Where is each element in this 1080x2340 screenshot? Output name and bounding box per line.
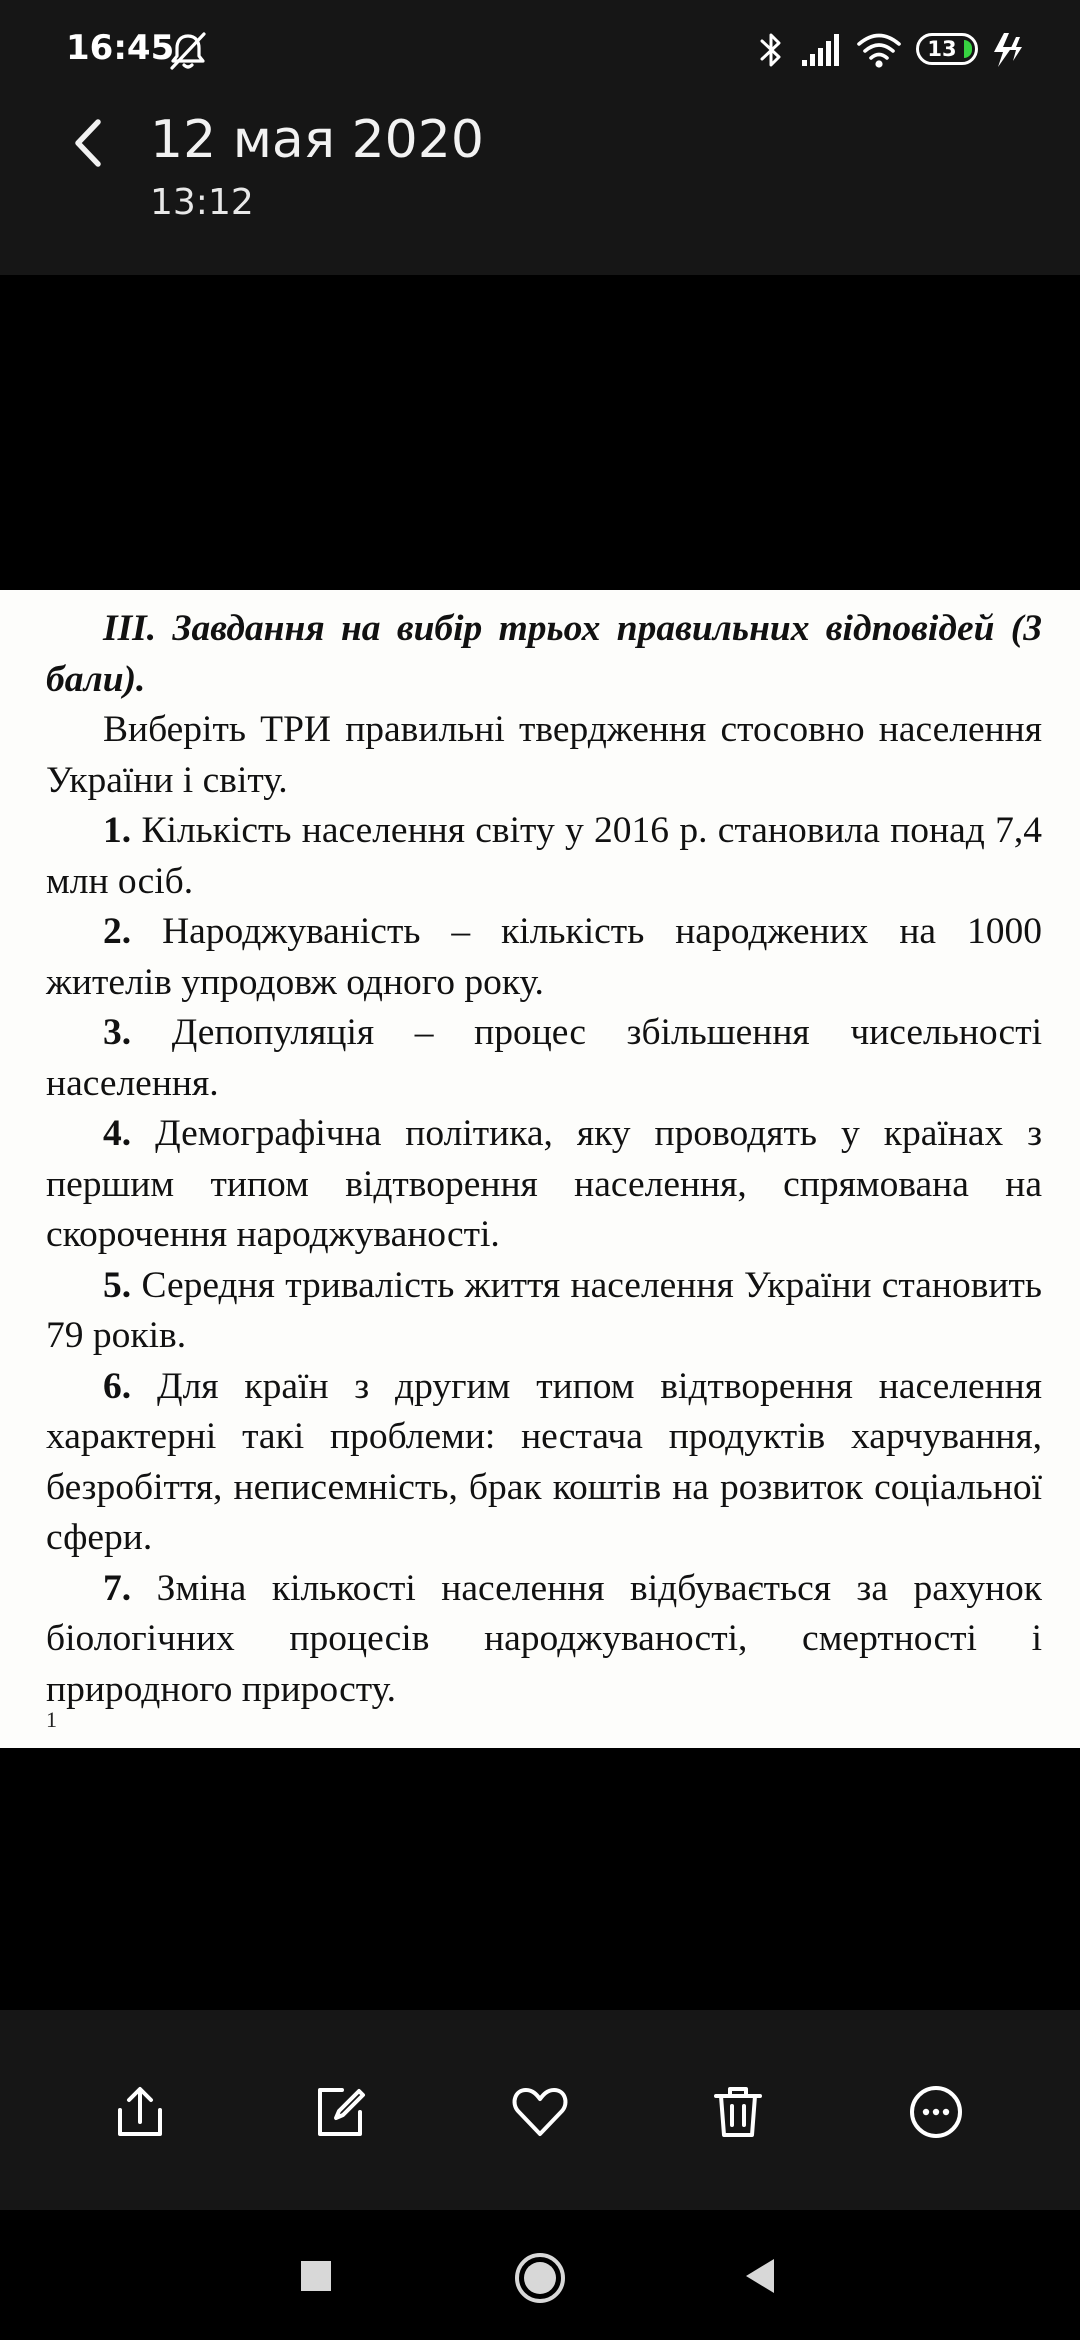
statement-number: 4. [103, 1113, 132, 1154]
bluetooth-icon [756, 28, 786, 72]
battery-icon [916, 33, 978, 65]
statement-5 [46, 1261, 1042, 1362]
page-title: 12 мая 2020 [150, 110, 484, 170]
bottom-toolbar [0, 2010, 1080, 2210]
statement-text: Демографічна політика, яку проводять у країнах з першим типом відтворення населення, спрямована на скорочення народжуваності. [46, 1113, 1043, 1255]
home-icon[interactable] [512, 2250, 568, 2306]
favorite-icon[interactable] [508, 2080, 572, 2144]
statement-text: Народжуваність – кількість народжених на 1000 жителів упродовж одного року. [46, 911, 1042, 1003]
edit-icon[interactable] [308, 2080, 372, 2144]
status-bar [0, 0, 1080, 100]
app-header [0, 0, 1080, 275]
statement-6 [46, 1362, 1042, 1564]
statement-2 [46, 907, 1042, 1008]
statement-3 [46, 1008, 1042, 1109]
page-number: 1 [46, 1707, 57, 1732]
wifi-icon [856, 28, 902, 72]
back-button[interactable] [60, 108, 120, 178]
signal-icon [800, 28, 842, 72]
statement-text: Для країн з другим типом відтворення населення характерні такі проблеми: нестача продуктів харчування, безробіття, неписемність, брак коштів на розвиток соціальної сфери. [46, 1365, 1042, 1558]
task-heading: ІІІ. Завдання на вибір трьох правильних відповідей (3 бали). [46, 608, 1042, 700]
document-text [46, 604, 1042, 1715]
system-navigation-bar [0, 2210, 1080, 2340]
statement-1 [46, 806, 1042, 907]
battery-level: 13 [927, 37, 957, 61]
more-icon[interactable] [904, 2080, 968, 2144]
status-time: 16:45 [66, 28, 175, 68]
statement-text: Кількість населення світу у 2016 р. становила понад 7,4 млн осіб. [46, 810, 1042, 902]
back-icon[interactable] [740, 2254, 784, 2298]
statement-text: Депопуляція – процес збільшення чисельності населення. [46, 1012, 1043, 1104]
delete-icon[interactable] [706, 2080, 770, 2144]
statement-7 [46, 1564, 1042, 1716]
page-subtitle: 13:12 [150, 182, 254, 223]
alarm-off-icon [166, 28, 210, 72]
charging-icon [990, 28, 1024, 72]
statement-4 [46, 1109, 1042, 1261]
task-instruction: Виберіть ТРИ правильні твердження стосовно населення України і світу. [46, 709, 1042, 801]
share-icon[interactable] [108, 2080, 172, 2144]
statement-number: 7. [103, 1567, 132, 1609]
battery-fill [964, 40, 972, 58]
document-image [0, 590, 1080, 1748]
statement-number: 1. [103, 810, 132, 851]
recents-icon[interactable] [296, 2256, 336, 2296]
statement-number: 2. [103, 911, 132, 952]
statement-number: 3. [103, 1012, 132, 1053]
statement-number: 6. [103, 1365, 132, 1407]
statement-text: Зміна кількості населення відбувається за рахунок біологічних процесів народжуваності, смертності і природного приросту. [46, 1567, 1043, 1710]
statement-number: 5. [103, 1264, 132, 1306]
statement-text: Середня тривалість життя населення України становить 79 років. [46, 1264, 1042, 1356]
